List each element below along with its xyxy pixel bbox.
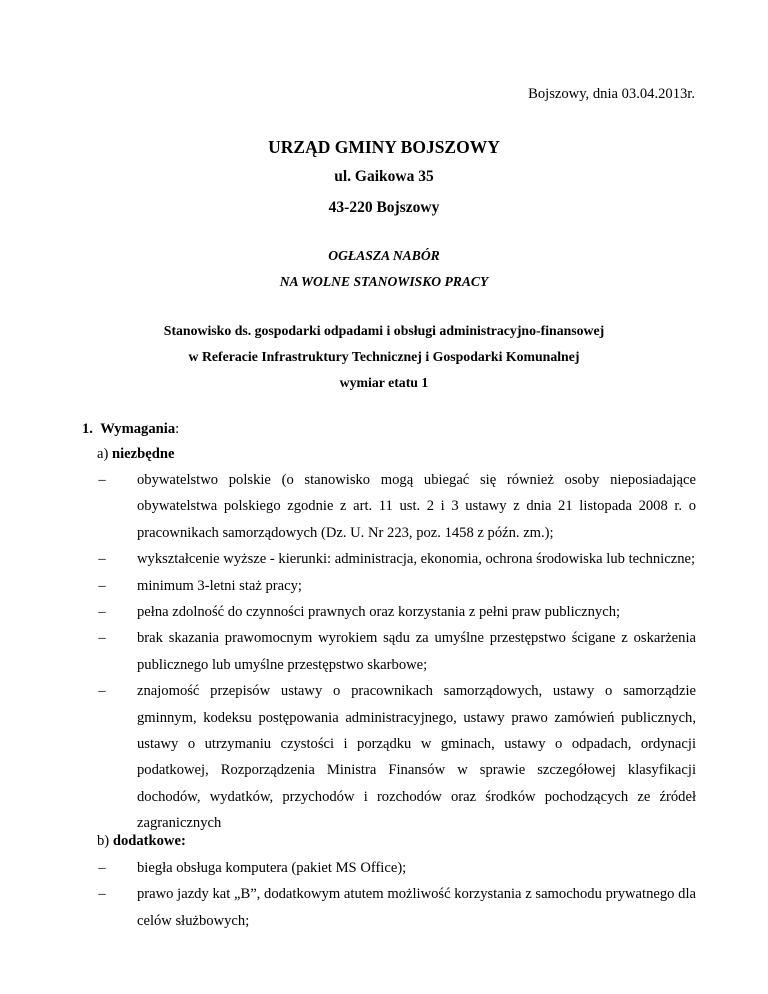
essential-marker: a) [97,446,109,462]
office-name: URZĄD GMINY BOJSZOWY [268,137,500,157]
list-item: – wykształcenie wyższe - kierunki: administracja, ekonomia, ochrona środowiska lub techniczne; [92,546,696,572]
dash-bullet-icon: – [98,886,106,903]
dash-bullet-icon: – [98,630,106,647]
position-title-line-1: Stanowisko ds. gospodarki odpadami i obsługi administracyjno-finansowej [163,323,605,338]
dash-bullet-icon: – [98,577,106,594]
dash-bullet-icon: – [98,683,106,700]
dash-bullet-icon: – [98,860,106,876]
requirements-heading [82,421,179,438]
list-item: – znajomość przepisów ustawy o pracownikach samorządowych, ustawy o samorządzie gminnym, kodeksu postępowania administracyjnego, ustawy prawo zamówień publicznych, ustawy o utrzymaniu czystości i porządku w gminach, ustawy o odpadach, ordynacji podatkowej, Rozporządzenia Ministra Finansów w sprawie szczegółowej klasyfikacji dochodów, wydatków, przychodów i rozchodów oraz środków pochodzących ze źródeł zagranicznych [92,678,696,836]
office-street: ul. Gaikowa 35 [334,168,434,185]
additional-marker: b) [97,833,110,849]
office-postal: 43-220 Bojszowy [328,199,440,216]
additional-subheading [97,833,186,850]
list-item: – pełna zdolność do czynności prawnych oraz korzystania z pełni praw publicznych; [92,599,696,625]
dash-bullet-icon: – [98,551,106,568]
announcement-line-2: NA WOLNE STANOWISKO PRACY [279,274,489,289]
position-title-line-3: wymiar etatu 1 [339,375,429,390]
list-item: – minimum 3-letni staż pracy; [92,573,696,599]
list-item: – brak skazania prawomocnym wyrokiem sądu za umyślne przestępstwo ścigane z oskarżenia publicznego lub umyślne przestępstwo skarbowe; [92,625,696,678]
requirements-title: Wymagania [100,421,176,437]
requirements-number: 1. [82,421,93,437]
dash-bullet-icon: – [98,472,106,488]
essential-subheading [97,446,174,463]
list-item: – obywatelstwo polskie (o stanowisko mogą ubiegać się również osoby nieposiadające obywatelstwa polskiego zgodnie z art. 11 ust. 2 i 3 ustawy z dnia 21 listopada 2008 r. o pracownikach samorządowych (Dz. U. Nr 223, poz. 1458 z późn. zm.); [92,467,696,546]
announcement-line-1: OGŁASZA NABÓR [328,248,440,263]
additional-label: dodatkowe: [112,833,186,849]
additional-list [92,855,696,934]
list-item: – biegła obsługa komputera (pakiet MS Office); [92,855,696,881]
position-title-line-2: w Referacie Infrastruktury Technicznej i Gospodarki Komunalnej [188,349,580,364]
dash-bullet-icon: – [98,604,106,621]
requirements-colon: : [175,421,180,437]
essential-list [92,467,696,837]
date-line: Bojszowy, dnia 03.04.2013r. [528,86,695,102]
list-item: – prawo jazdy kat „B”, dodatkowym atutem możliwość korzystania z samochodu prywatnego dla celów służbowych; [92,881,696,934]
essential-label: niezbędne [112,446,175,462]
